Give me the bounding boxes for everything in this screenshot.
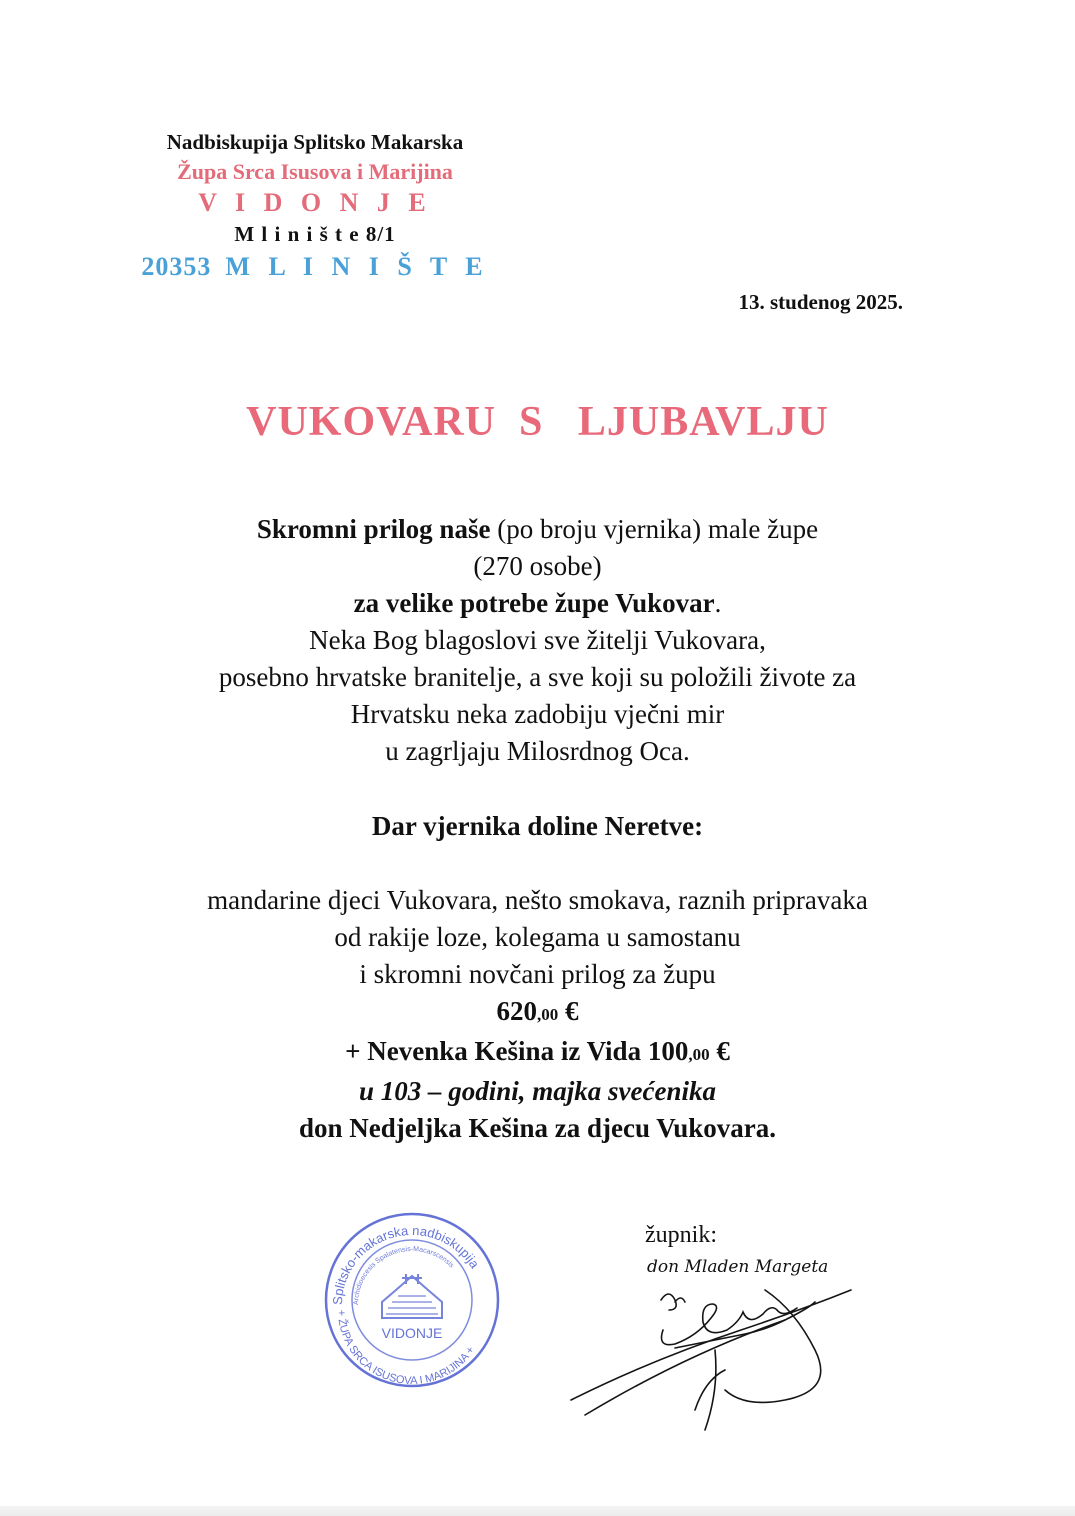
signature xyxy=(565,1210,885,1440)
body-line-2: (270 osobe) xyxy=(473,551,602,581)
postal-line xyxy=(110,249,520,285)
gift-heading: Dar vjernika doline Neretve: xyxy=(371,811,704,841)
body-line-3 xyxy=(60,585,1015,622)
letter-title: VUKOVARU S LJUBAVLJU xyxy=(246,399,829,445)
signature-role: župnik: xyxy=(645,1222,717,1248)
donor-note: u 103 – godini, majka svećenika xyxy=(359,1076,716,1106)
stamp-bottom-text: + ŽUPA SRCA ISUSOVA I MARIJINA + xyxy=(334,1309,478,1388)
handwritten-signature xyxy=(571,1290,851,1430)
letterhead xyxy=(110,127,520,285)
gift-amount: 620,00 € xyxy=(496,996,579,1026)
donor-end: don Nedjeljka Kešina za djecu Vukovara. xyxy=(298,1113,777,1143)
stamp-outer-text: Splitsko-makarska nadbiskupija xyxy=(329,1222,483,1306)
page-bottom-edge xyxy=(0,1506,1075,1516)
street-address: M l i n i š t e 8/1 xyxy=(234,222,396,246)
letter-body xyxy=(60,511,1015,770)
gift-line-1: mandarine djeci Vukovara, nešto smokava, raznih pripravaka xyxy=(207,885,868,915)
village-name: V I D O N J E xyxy=(198,188,432,217)
body-line-1-rest: (po broju vjernika) male župe xyxy=(490,514,819,544)
body-line-1 xyxy=(60,511,1015,548)
letter-date: 13. studenog 2025. xyxy=(738,290,903,314)
stamp-center-text: VIDONJE xyxy=(381,1325,443,1341)
postal-code: 20353 xyxy=(141,252,212,281)
gift-section xyxy=(60,882,1015,1147)
body-line-5: posebno hrvatske branitelje, a sve koji su položili živote za xyxy=(218,662,857,692)
body-line-6: Hrvatsku neka zadobiju vječni mir xyxy=(350,699,725,729)
parish-stamp xyxy=(322,1210,502,1390)
body-line-3-bold: za velike potrebe župe Vukovar xyxy=(353,588,715,618)
gift-line-2: od rakije loze, kolegama u samostanu xyxy=(334,922,741,952)
body-line-3-end: . xyxy=(714,588,722,618)
city-name: M L I N I Š T E xyxy=(225,252,489,281)
donor-line: + Nevenka Kešina iz Vida 100,00 € xyxy=(345,1036,730,1066)
body-line-4: Neka Bog blagoslovi sve žitelji Vukovara, xyxy=(309,625,766,655)
body-line-7: u zagrljaju Milosrdnog Oca. xyxy=(385,736,690,766)
stamp-latin-text: Archidioecesis Spalatensis-Macarscensis xyxy=(352,1245,455,1306)
signature-printed-name: don Mladen Margeta xyxy=(647,1257,829,1277)
parish-name: Župa Srca Isusova i Marijina xyxy=(177,159,453,184)
church-icon xyxy=(382,1274,442,1318)
archdiocese-name: Nadbiskupija Splitsko Makarska xyxy=(166,130,464,154)
gift-line-3: i skromni novčani prilog za župu xyxy=(359,959,716,989)
body-line-1-bold: Skromni prilog naše xyxy=(256,514,491,544)
